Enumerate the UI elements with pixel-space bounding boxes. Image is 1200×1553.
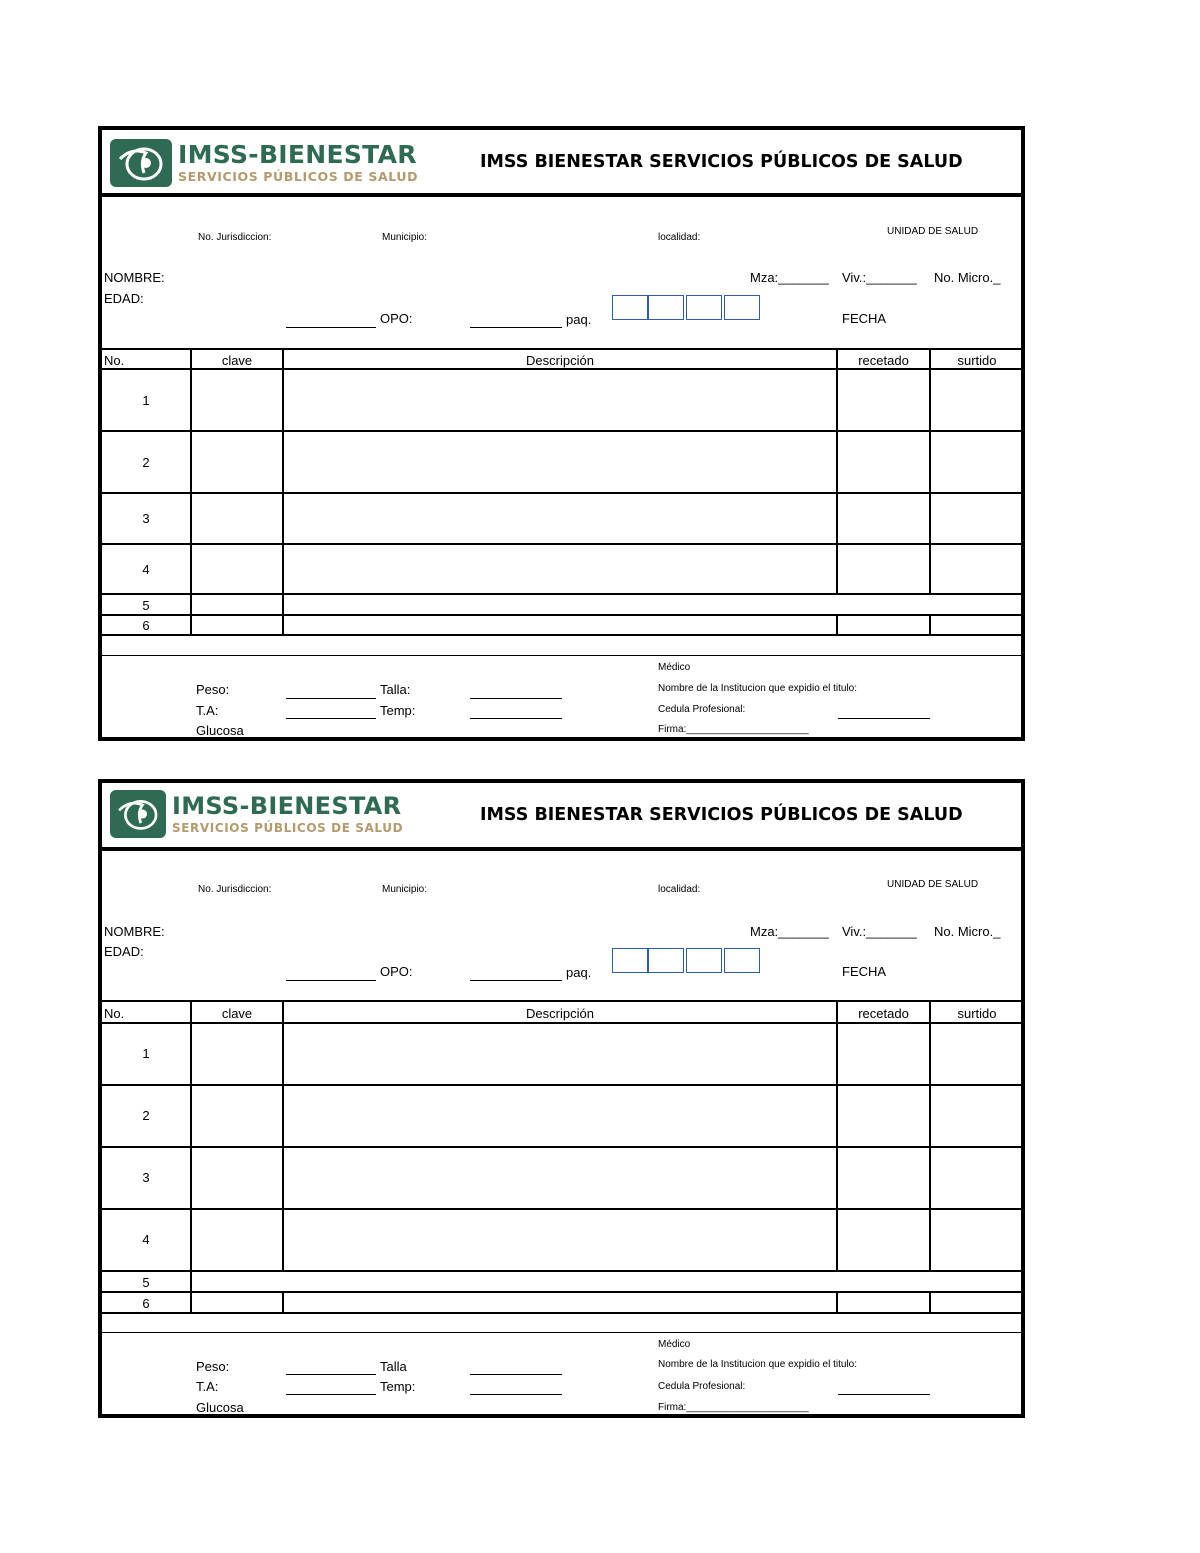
blank-line bbox=[838, 718, 930, 719]
row-border bbox=[102, 634, 1021, 636]
label-mza: Mza:_______ bbox=[750, 270, 829, 285]
header-recetado: recetado bbox=[858, 1006, 909, 1021]
row-border bbox=[102, 1332, 1021, 1333]
label-peso: Peso: bbox=[196, 1359, 230, 1374]
label-unidad-salud: UNIDAD DE SALUD bbox=[887, 226, 979, 237]
logo-title: IMSS-BIENESTAR bbox=[172, 792, 402, 820]
col-border bbox=[190, 1002, 192, 1314]
col-border bbox=[190, 350, 192, 636]
label-mza: Mza:_______ bbox=[750, 924, 829, 939]
logo-emblem-icon bbox=[110, 790, 166, 838]
label-medico: Médico bbox=[658, 662, 691, 673]
row-number: 5 bbox=[142, 1275, 150, 1290]
label-jurisdiccion: No. Jurisdiccion: bbox=[198, 884, 272, 895]
logo-subtitle: SERVICIOS PÚBLICOS DE SALUD bbox=[172, 821, 404, 835]
row-border bbox=[102, 593, 1021, 595]
col-border bbox=[282, 1293, 284, 1314]
blank-line bbox=[286, 327, 376, 328]
col-border bbox=[836, 1293, 838, 1314]
header-descripcion: Descripción bbox=[526, 1006, 594, 1021]
label-firma: Firma:______________________ bbox=[658, 1402, 809, 1413]
col-border bbox=[929, 1293, 931, 1314]
label-no-micro: No. Micro._ bbox=[934, 924, 1001, 939]
col-border bbox=[929, 1002, 931, 1272]
label-no-micro: No. Micro._ bbox=[934, 270, 1001, 285]
blank-line bbox=[470, 698, 562, 699]
table-header-border bbox=[102, 368, 1021, 370]
col-border bbox=[282, 350, 284, 636]
header-surtido: surtido bbox=[957, 353, 997, 368]
label-talla: Talla: bbox=[380, 682, 411, 697]
row-number: 2 bbox=[142, 1108, 150, 1123]
label-cedula: Cedula Profesional: bbox=[658, 704, 746, 715]
date-box bbox=[686, 948, 722, 973]
label-ta: T.A: bbox=[196, 1379, 219, 1394]
logo-subtitle: SERVICIOS PÚBLICOS DE SALUD bbox=[178, 169, 419, 184]
table-top-border bbox=[102, 348, 1021, 350]
col-border bbox=[929, 350, 931, 595]
date-box bbox=[612, 948, 648, 973]
label-medico: Médico bbox=[658, 1339, 691, 1350]
row-number: 3 bbox=[142, 511, 150, 526]
label-peso: Peso: bbox=[196, 682, 230, 697]
col-border bbox=[929, 616, 931, 636]
label-glucosa: Glucosa bbox=[196, 1400, 244, 1415]
logo-emblem-icon bbox=[110, 139, 172, 187]
blank-line bbox=[286, 718, 376, 719]
label-jurisdiccion: No. Jurisdiccion: bbox=[198, 232, 272, 243]
row-number: 2 bbox=[142, 455, 150, 470]
col-border bbox=[836, 1002, 838, 1272]
label-cedula: Cedula Profesional: bbox=[658, 1381, 746, 1392]
label-municipio: Municipio: bbox=[382, 232, 428, 243]
label-glucosa: Glucosa bbox=[196, 723, 244, 738]
form-header bbox=[102, 783, 1021, 851]
header-recetado: recetado bbox=[858, 353, 909, 368]
row-border bbox=[102, 1146, 1021, 1148]
label-opo: OPO: bbox=[380, 311, 413, 326]
blank-line bbox=[470, 980, 562, 981]
row-number: 4 bbox=[142, 1232, 150, 1247]
date-box bbox=[724, 948, 760, 973]
header-descripcion: Descripción bbox=[526, 353, 594, 368]
label-edad: EDAD: bbox=[104, 291, 144, 306]
date-box bbox=[686, 295, 722, 320]
header-clave: clave bbox=[221, 1006, 253, 1021]
col-border bbox=[836, 350, 838, 595]
blank-line bbox=[286, 1394, 376, 1395]
row-border bbox=[102, 1084, 1021, 1086]
imss-bienestar-logo bbox=[110, 136, 418, 190]
label-viv: Viv.:_______ bbox=[842, 924, 917, 939]
label-localidad: localidad: bbox=[658, 884, 701, 895]
logo-title: IMSS-BIENESTAR bbox=[178, 140, 417, 169]
row-border bbox=[102, 655, 1021, 656]
label-municipio: Municipio: bbox=[382, 884, 428, 895]
blank-line bbox=[470, 327, 562, 328]
row-border bbox=[102, 1208, 1021, 1210]
form-header bbox=[102, 130, 1021, 197]
date-box bbox=[612, 295, 648, 320]
label-temp: Temp: bbox=[380, 703, 416, 718]
label-viv: Viv.:_______ bbox=[842, 270, 917, 285]
label-nombre-institucion: Nombre de la Institucion que expidio el titulo: bbox=[658, 1359, 858, 1370]
label-nombre-institucion: Nombre de la Institucion que expidio el titulo: bbox=[658, 683, 858, 694]
form-title: IMSS BIENESTAR SERVICIOS PÚBLICOS DE SALUD bbox=[480, 152, 963, 172]
date-box bbox=[648, 948, 684, 973]
form-title: IMSS BIENESTAR SERVICIOS PÚBLICOS DE SALUD bbox=[480, 805, 963, 825]
blank-line bbox=[286, 980, 376, 981]
row-number: 5 bbox=[142, 598, 150, 613]
label-fecha: FECHA bbox=[842, 311, 887, 326]
row-border bbox=[102, 614, 1021, 616]
label-firma: Firma:______________________ bbox=[658, 724, 809, 735]
header-surtido: surtido bbox=[957, 1006, 997, 1021]
blank-line bbox=[286, 1374, 376, 1375]
row-number: 3 bbox=[142, 1170, 150, 1185]
prescription-form-1 bbox=[98, 126, 1025, 741]
label-localidad: localidad: bbox=[658, 232, 701, 243]
date-box bbox=[648, 295, 684, 320]
label-ta: T.A: bbox=[196, 703, 219, 718]
blank-line bbox=[470, 1374, 562, 1375]
header-no: No. bbox=[104, 1006, 125, 1021]
label-nombre: NOMBRE: bbox=[104, 270, 165, 285]
imss-bienestar-logo bbox=[110, 787, 403, 841]
header-no: No. bbox=[104, 353, 125, 368]
label-opo: OPO: bbox=[380, 964, 413, 979]
col-border bbox=[282, 1002, 284, 1272]
row-border bbox=[102, 1270, 1021, 1272]
table-header-border bbox=[102, 1022, 1021, 1024]
row-border bbox=[102, 430, 1021, 432]
row-number: 4 bbox=[142, 562, 150, 577]
date-box bbox=[724, 295, 760, 320]
col-border bbox=[836, 616, 838, 636]
label-unidad-salud: UNIDAD DE SALUD bbox=[887, 879, 979, 890]
row-border bbox=[102, 1312, 1021, 1314]
label-paq: paq. bbox=[566, 965, 592, 980]
row-border bbox=[102, 543, 1021, 545]
label-paq: paq. bbox=[566, 312, 592, 327]
row-number: 1 bbox=[142, 393, 150, 408]
row-number: 6 bbox=[142, 1296, 150, 1311]
row-number: 1 bbox=[142, 1046, 150, 1061]
table-top-border bbox=[102, 1000, 1021, 1002]
label-temp: Temp: bbox=[380, 1379, 416, 1394]
label-edad: EDAD: bbox=[104, 944, 144, 959]
blank-line bbox=[470, 718, 562, 719]
row-border bbox=[102, 1291, 1021, 1293]
row-border bbox=[102, 492, 1021, 494]
header-clave: clave bbox=[221, 353, 253, 368]
prescription-form-2 bbox=[98, 779, 1025, 1418]
blank-line bbox=[838, 1394, 930, 1395]
blank-line bbox=[470, 1394, 562, 1395]
row-number: 6 bbox=[142, 618, 150, 633]
label-talla: Talla bbox=[380, 1359, 407, 1374]
label-fecha: FECHA bbox=[842, 964, 887, 979]
label-nombre: NOMBRE: bbox=[104, 924, 165, 939]
blank-line bbox=[286, 698, 376, 699]
